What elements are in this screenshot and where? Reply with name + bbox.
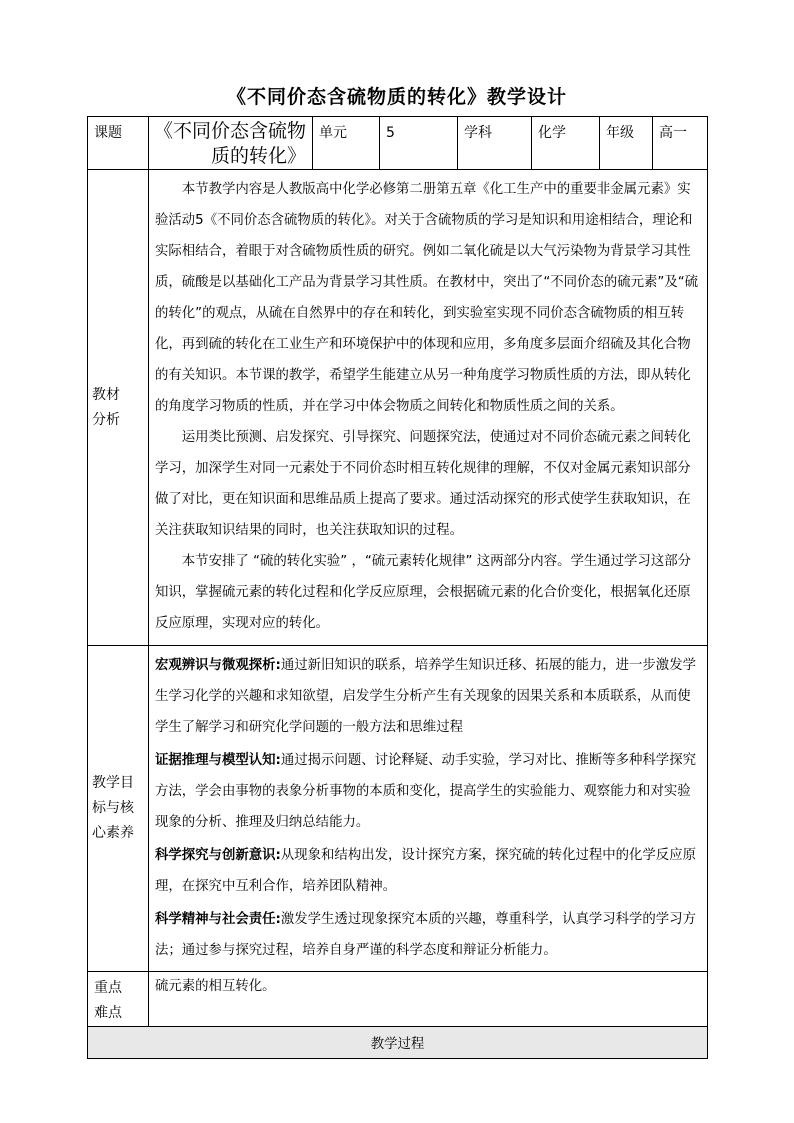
goal-item [155,745,701,838]
material-label-line1: 教材 [92,386,120,403]
goal-heading: 证据推理与模型认知: [155,753,281,768]
material-analysis-content [149,170,708,646]
key-points-label [88,972,149,1027]
unit-value: 5 [380,117,458,170]
goal-heading: 科学探究与创新意识: [155,848,281,863]
lesson-plan-table [87,116,708,1059]
key-label-line2: 难点 [94,1005,122,1021]
teaching-process-header: 教学过程 [88,1027,708,1059]
material-label-line2: 分析 [92,411,120,428]
goal-item [155,904,701,966]
grade-value: 高一 [653,117,708,170]
goal-text: 从现象和结构出发，设计探究方案，探究硫的转化过程中的化学反应原理，在探究中互利合作，培养团队精神。 [155,848,696,894]
key-points-content [149,972,708,1027]
topic-value: 《不同价态含硫物质的转化》 [149,117,313,170]
goal-heading: 科学精神与社会责任: [155,912,281,927]
subject-value: 化学 [532,117,600,170]
header-row [88,117,708,170]
goal-heading: 宏观辨识与微观探析: [155,658,281,673]
subject-label: 学科 [458,117,532,170]
material-paragraph: 运用类比预测、启发探究、引导探究、问题探究法，使通过对不同价态硫元素之间转化学习，加深学生对同一元素处于不同价态时相互转化规律的理解，不仅对金属元素知识部分做了对比，更在知识面和思维品质上提高了要求。通过活动探究的形式使学生获取知识，在关注获取知识结果的同时，也关注获取知识的过程。 [155,430,691,538]
unit-label: 单元 [313,117,380,170]
material-analysis-label [88,170,149,646]
goal-text: 通过新旧知识的联系，培养学生知识迁移、拓展的能力，进一步激发学生学习化学的兴趣和求知欲望，启发学生分析产生有关现象的因果关系和本质联系，从而使学生了解学习和研究化学问题的一般方法和思维过程 [155,658,696,735]
key-points-row [88,972,708,1027]
goals-label: 教学目标与核心素养 [88,646,149,972]
key-points-text: 硫元素的相互转化。 [155,979,276,994]
goals-content [149,646,708,972]
material-analysis-row [88,170,708,646]
material-paragraph: 本节教学内容是人教版高中化学必修第二册第五章《化工生产中的重要非金属元素》实验活动5《不同价态含硫物质的转化》。对关于含硫物质的学习是知识和用途相结合，理论和实际相结合，着眼于对含硫物质性质的研究。例如二氧化硫是以大气污染物为背景学习其性质，硫酸是以基础化工产品为背景学习其性质。在教材中，突出了“不同价态的硫元素”及“硫的转化”的观点，从硫在自然界中的存在和转化，到实验室实现不同价态含硫物质的相互转化，再到硫的转化在工业生产和环境保护中的体现和应用，多角度多层面介绍硫及其化合物的有关知识。本节课的教学，希望学生能建立从另一种角度学习物质性质的方法，即从转化的角度学习物质的性质，并在学习中体会物质之间转化和物质性质之间的关系。 [155,182,699,414]
document-title: 《不同价态含硫物质的转化》教学设计 [226,86,567,108]
material-paragraph: 本节安排了 “硫的转化实验” ，“硫元素转化规律” 这两部分内容。学生通过学习这部分知识，掌握硫元素的转化过程和化学反应原理，会根据硫元素的化合价变化，根据氧化还原反应原理，实现对应的转化。 [155,554,691,631]
goal-text: 通过揭示问题、讨论释疑、动手实验，学习对比、推断等多种科学探究方法，学会由事物的表象分析事物的本质和变化，提高学生的实验能力、观察能力和对实验现象的分析、推理及归纳总结能力。 [155,753,696,830]
key-label-line1: 重点 [94,980,122,996]
goals-row [88,646,708,972]
topic-label: 课题 [88,117,149,170]
grade-label: 年级 [600,117,653,170]
goal-item [155,650,701,743]
goal-text: 激发学生透过现象探究本质的兴趣，尊重科学，认真学习科学的学习方法；通过参与探究过程，培养自身严谨的科学态度和辩证分析能力。 [155,912,696,958]
goal-item [155,840,701,902]
process-row [88,1027,708,1059]
